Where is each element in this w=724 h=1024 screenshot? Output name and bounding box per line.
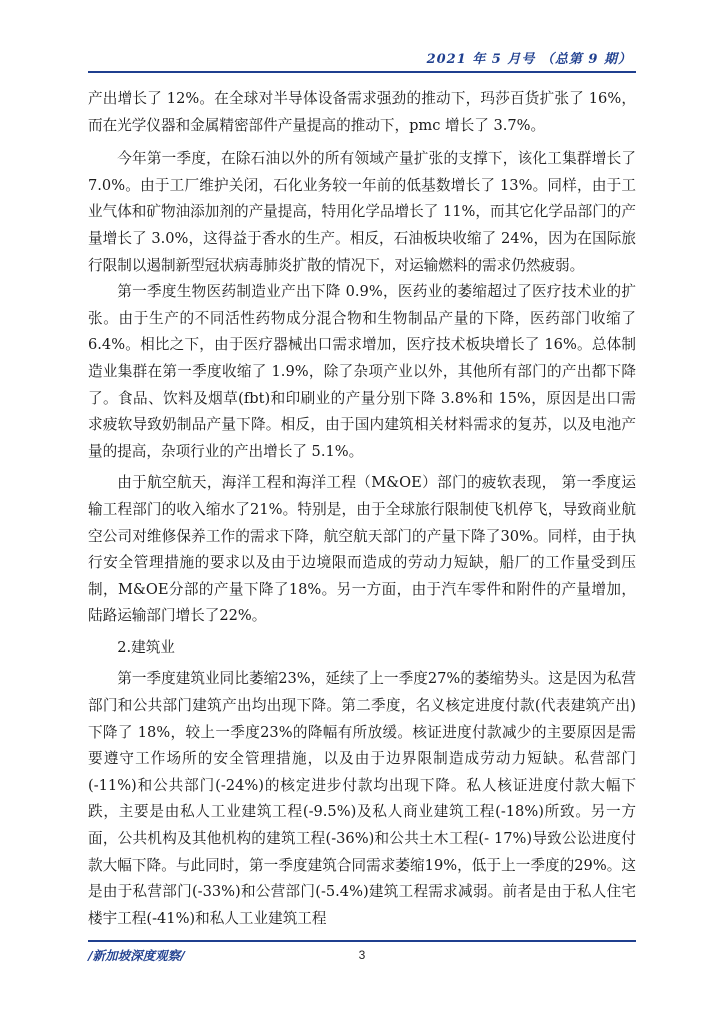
paragraph-3: 第一季度生物医药制造业产出下降 0.9%，医药业的萎缩超过了医疗技术业的扩张。由于生产的不同活性药物成分混合物和生物制品产量的下降，医药部门收缩了 6.4%。相比之下，由于医疗器械出口需求增加，医疗技术板块增长了 16%。总体制造业集群在第一季度收缩了 1.9%，除了杂项产业以外，其他所有部门的产出都下降了。食品、饮料及烟草(fbt)和印刷业的产量分别下降 3.8%和 15%，原因是出口需求疲软导致奶制品产量下降。相反，由于国内建筑相关材料需求的复苏，以及电池产量的提高，杂项行业的产出增长了 5.1%。 [88,283,636,460]
issue-header: 2021 年 5 月号 （总第 9 期） [426,52,632,67]
publication-name: /新加坡深度观察/ [88,948,185,963]
paragraph-1: 产出增长了 12%。在全球对半导体设备需求强劲的推动下，玛莎百货扩张了 16%，而在光学仪器和金属精密部件产量提高的推动下，pmc 增长了 3.7%。 [88,90,636,134]
paragraph-5: 第一季度建筑业同比萎缩23%，延续了上一季度27%的萎缩势头。这是因为私营部门和公共部门建筑产出均出现下降。第二季度，名义核定进度付款(代表建筑产出)下降了 18%，较上一季度23%的降幅有所放缓。核证进度付款减少的主要原因是需要遵守工作场所的安全管理措施，以及由于边界限制造成劳动力短缺。私营部门(-11%)和公共部门(-24%)的核定进步付款均出现下降。私人核证进度付款大幅下跌，主要是由私人工业建筑工程(-9.5%)及私人商业建筑工程(-18%)所致。另一方面，公共机构及其他机构的建筑工程(-36%)和公共土木工程(- 17%)导致公讼进度付款大幅下降。与此同时，第一季度建筑合同需求萎缩19%，低于上一季度的29%。这是由于私营部门(-33%)和公营部门(-5.4%)建筑工程需求减弱。前者是由于私人住宅楼宇工程(-41%)和私人工业建筑工程 [88,670,636,927]
header-divider [88,71,636,73]
page-number: 3 [358,948,366,962]
footer-divider [88,940,636,942]
article-body [88,86,636,932]
paragraph-4: 由于航空航天，海洋工程和海洋工程（M&OE）部门的疲软表现， 第一季度运输工程部门的收入缩水了21%。特别是，由于全球旅行限制使飞机停飞，导致商业航空公司对维修保养工作的需求下降，航空航天部门的产量下降了30%。同样，由于执行安全管理措施的要求以及由于边境限而造成的劳动力短缺，船厂的工作量受到压制，M&OE分部的产量下降了18%。另一方面，由于汽车零件和附件的产量增加，陆路运输部门增长了22%。 [88,474,636,625]
paragraph-2: 今年第一季度，在除石油以外的所有领域产量扩张的支撑下，该化工集群增长了 7.0%。由于工厂维护关闭，石化业务较一年前的低基数增长了 13%。同样，由于工业气体和矿物油添加剂的产量提高，特用化学品增长了 11%，而其它化学品部门的产量增长了 3.0%，这得益于香水的生产。相反，石油板块收缩了 24%，因为在国际旅行限制以遏制新型冠状病毒肺炎扩散的情况下，对运输燃料的需求仍然疲弱。 [88,150,636,274]
section-heading: 2.建筑业 [117,638,175,656]
